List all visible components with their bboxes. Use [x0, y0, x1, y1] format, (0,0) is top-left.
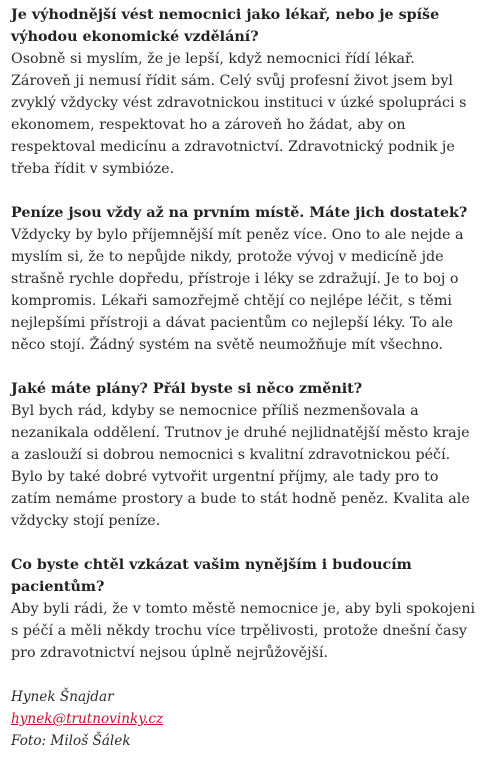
qa-section-3 [11, 378, 477, 532]
answer-paragraph: Aby byli rádi, že v tomto městě nemocnice je, aby byli spokojeni s péčí a měli někdy trochu více trpělivosti, protože dnešní časy pro zdravotnictví nejsou úplně nejrůžovější. [11, 601, 476, 661]
question-heading: Je výhodnější vést nemocnici jako lékař, nebo je spíše výhodou ekonomické vzdělání? [11, 7, 440, 45]
author-email-link[interactable]: hynek@trutnovinky.cz [11, 711, 164, 727]
answer-paragraph: Byl bych rád, kdyby se nemocnice příliš nezmenšovala a nezanikala oddělení. Trutnov je druhé nejlidnatější město kraje a zaslouží si dobrou nemocnici s kvalitní zdravotnickou péčí. Bylo by také dobré vytvořit urgentní příjmy, ale tady pro to zatím nemáme prostory a bude to stát hodně peněz. Kvalita ale vždycky stojí peníze. [11, 403, 470, 529]
qa-section-1 [11, 4, 477, 180]
question-heading: Jaké máte plány? Přál byste si něco změnit? [11, 381, 363, 397]
qa-section-4 [11, 554, 477, 664]
article-footer [11, 686, 477, 752]
question-heading: Co byste chtěl vzkázat vašim nynějším i budoucím pacientům? [11, 557, 412, 595]
question-heading: Peníze jsou vždy až na prvním místě. Máte jich dostatek? [11, 205, 468, 221]
author-name: Hynek Šnajdar [11, 689, 114, 705]
photo-credit: Foto: Miloš Šálek [11, 733, 131, 749]
answer-paragraph: Osobně si myslím, že je lepší, když nemocnici řídí lékař. Zároveň ji nemusí řídit sám. Celý svůj profesní život jsem byl zvyklý vždycky vést zdravotnickou instituci v úzké spolupráci s ekonomem, respektovat ho a zároveň ho žádat, aby on respektoval medicínu a zdravotnictví. Zdravotnický podnik je třeba řídit v symbióze. [11, 51, 467, 177]
qa-section-2 [11, 202, 477, 356]
answer-paragraph: Vždycky by bylo příjemnější mít peněz více. Ono to ale nejde a myslím si, že to nepůjde nikdy, protože vývoj v medicíně jde strašně rychle dopředu, přístroje i léky se zdražují. Je to boj o kompromis. Lékaři samozřejmě chtějí co nejlépe léčit, s těmi nejlepšími přístroji a dávat pacientům co nejlepší léky. To ale něco stojí. Žádný systém na světě neumožňuje mít všechno. [11, 227, 464, 353]
